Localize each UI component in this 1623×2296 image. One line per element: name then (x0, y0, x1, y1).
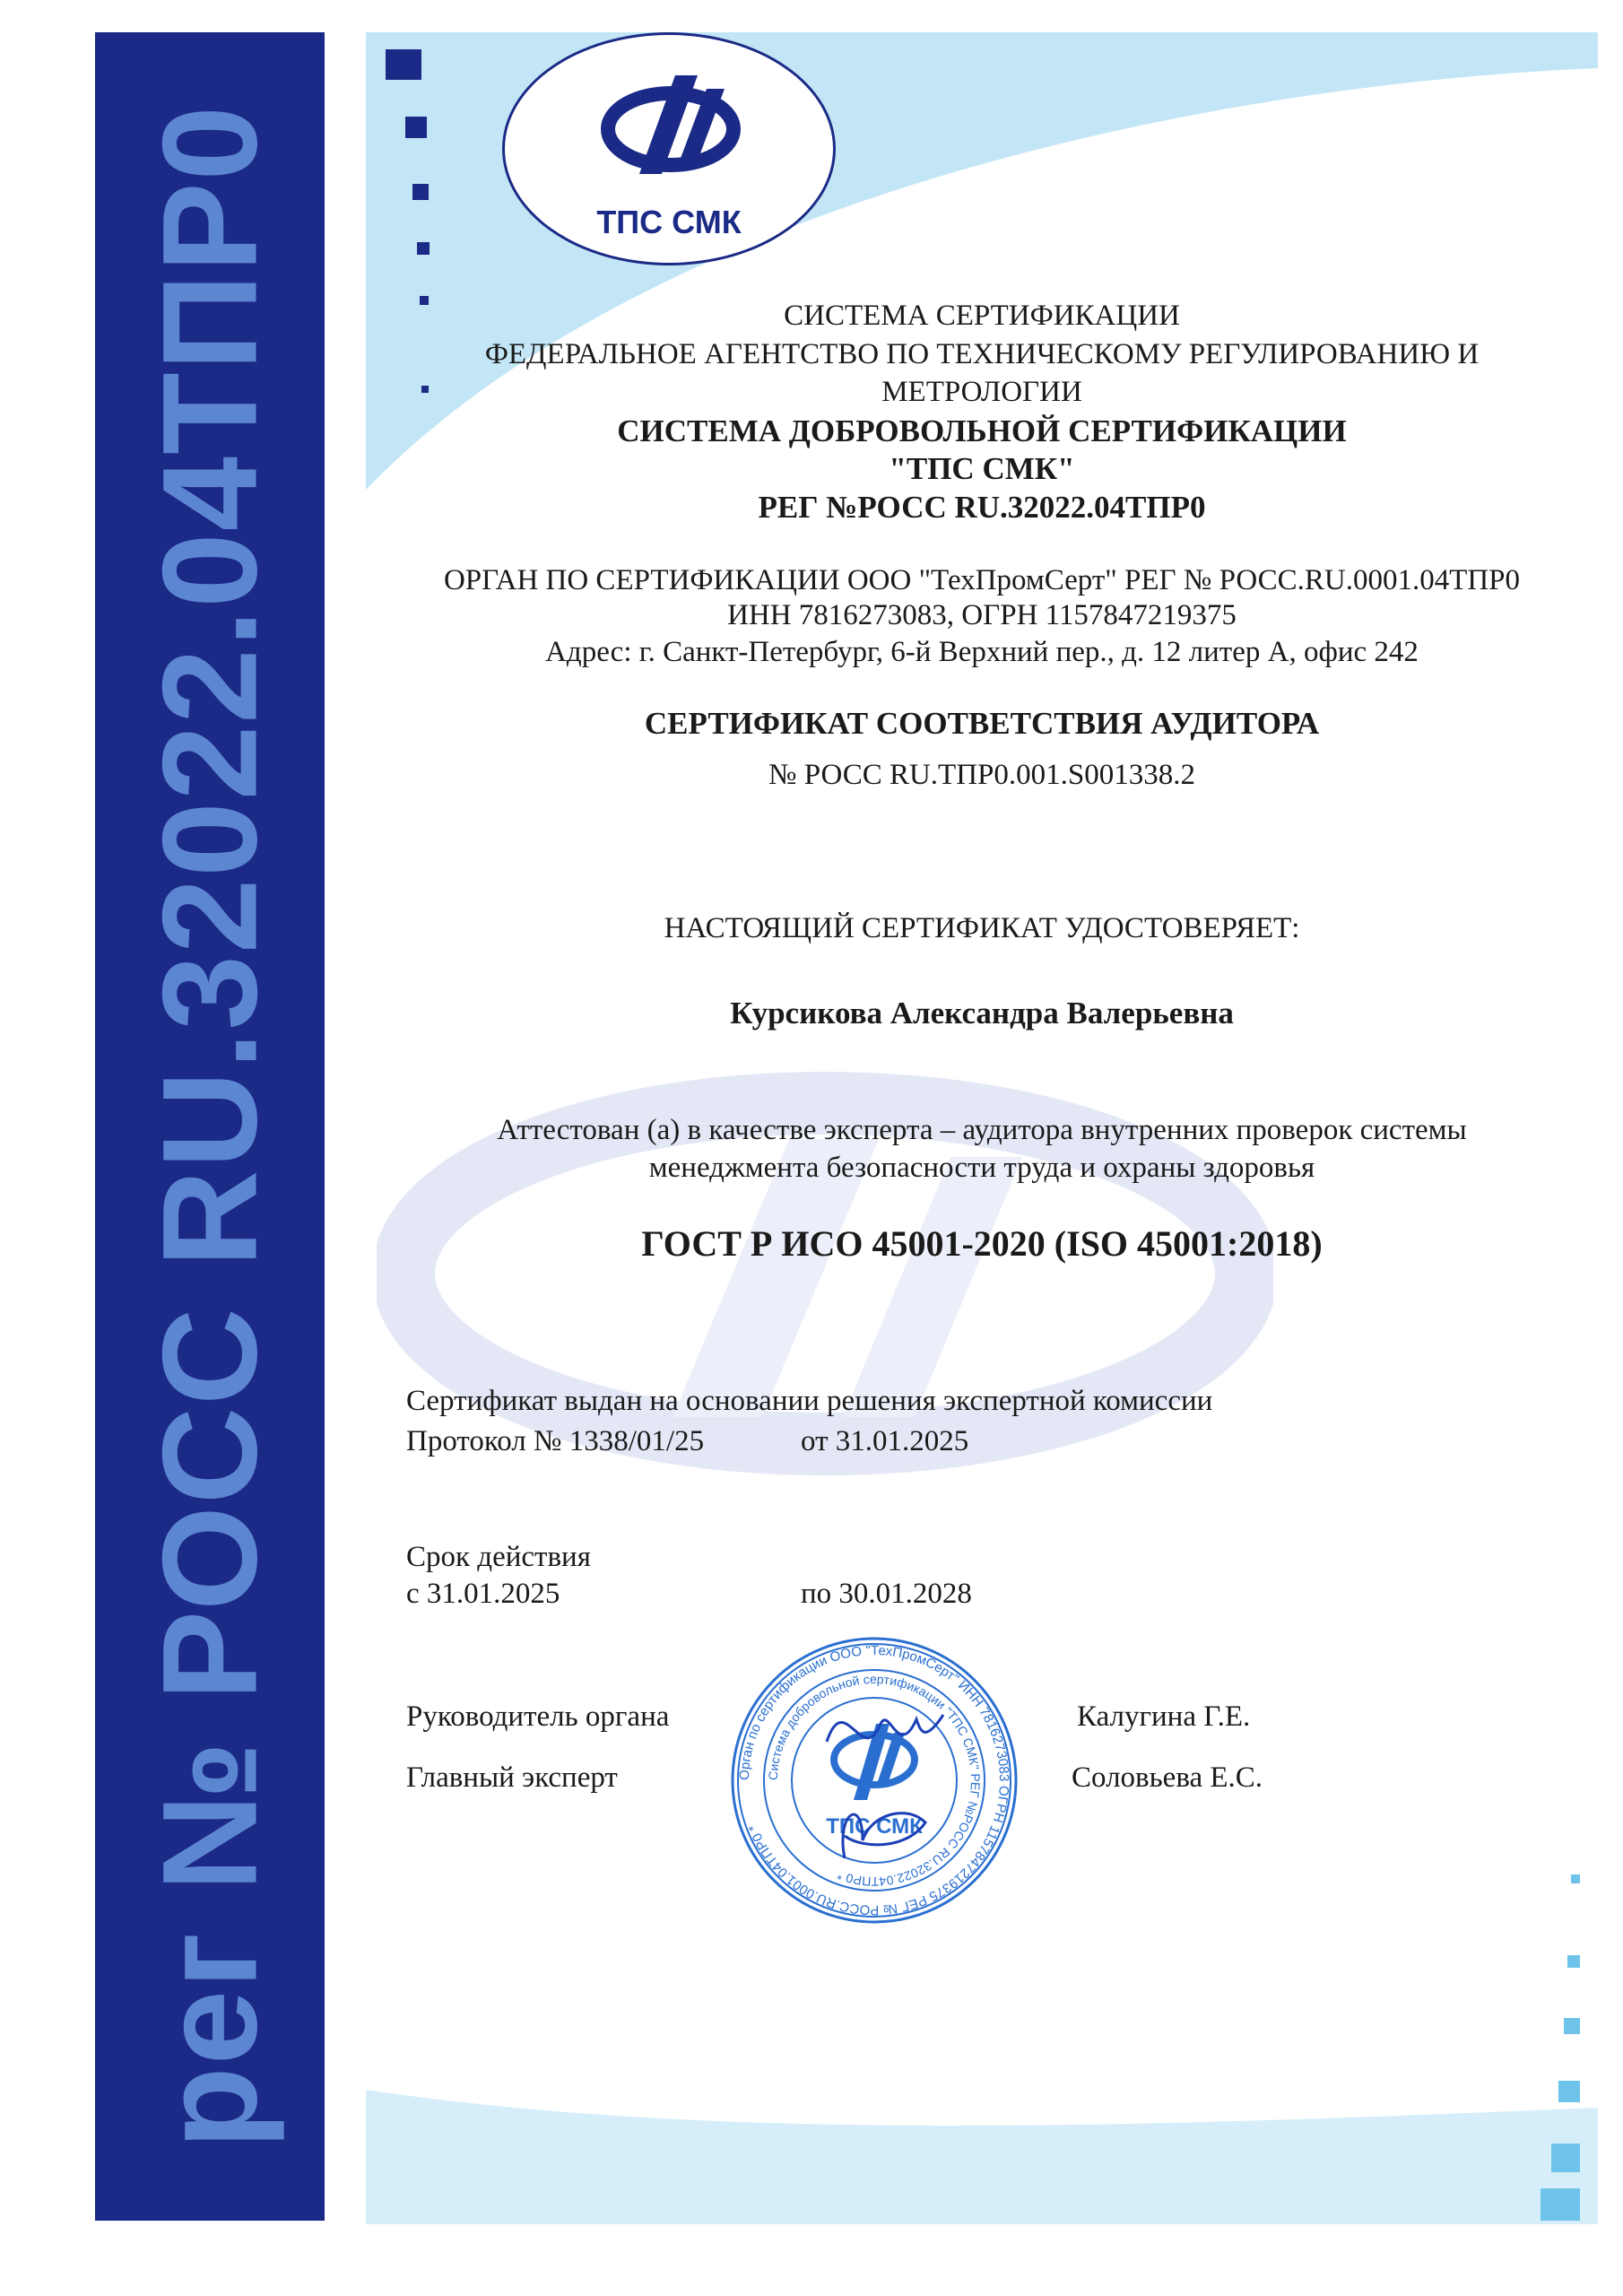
stamp-center-text: ТПС СМК (826, 1814, 923, 1839)
certificate-number: № РОСС RU.ТПР0.001.S001338.2 (768, 759, 1196, 791)
header-line-5: "ТПС СМК" (889, 451, 1075, 486)
stamp-outer-text: Орган по сертификации ООО "ТехПромСерт" ИНН 7816273083 ОГРН 1157847219375 РЕГ № РОСС.RU.0001.04ТПР0 * (736, 1642, 1012, 1918)
decor-square (1541, 2188, 1580, 2221)
validity-from: с 31.01.2025 (406, 1578, 560, 1610)
logo-text: ТПС СМК (596, 204, 742, 240)
decor-square (405, 117, 427, 138)
decor-square (1571, 1874, 1580, 1883)
decor-square (1551, 2144, 1580, 2172)
attestation-line-2: менеджмента безопасности труда и охраны здоровья (648, 1152, 1315, 1184)
expert-name: Соловьева Е.С. (1072, 1761, 1263, 1794)
header-line-2: ФЕДЕРАЛЬНОЕ АГЕНТСТВО ПО ТЕХНИЧЕСКОМУ РЕГУЛИРОВАНИЮ И (484, 338, 1480, 370)
certifies-text: НАСТОЯЩИЙ СЕРТИФИКАТ УДОСТОВЕРЯЕТ: (664, 912, 1300, 944)
logo-emblem-icon (590, 62, 751, 187)
side-registration-text: рег № РОСС RU.32022.04ТПР0 (134, 103, 285, 2150)
header-line-6: РЕГ №РОСС RU.32022.04ТПР0 (758, 490, 1206, 525)
validity-to: по 30.01.2028 (801, 1578, 972, 1610)
organ-address: Адрес: г. Санкт-Петербург, 6-й Верхний пер., д. 12 литер А, офис 242 (545, 636, 1419, 668)
organ-line-2: ИНН 7816273083, ОГРН 1157847219375 (727, 599, 1237, 631)
header-line-1: СИСТЕМА СЕРТИФИКАЦИИ (784, 300, 1180, 332)
validity-label: Срок действия (406, 1541, 591, 1573)
head-name: Калугина Г.Е. (1077, 1700, 1251, 1733)
attestation-line-1: Аттестован (а) в качестве эксперта – аудитора внутренних проверок системы (497, 1114, 1467, 1146)
tps-smk-logo (502, 32, 836, 265)
standard: ГОСТ Р ИСО 45001-2020 (ISO 45001:2018) (641, 1223, 1323, 1264)
svg-text:Система добровольной сертифика (766, 1672, 983, 1889)
protocol-number: Протокол № 1338/01/25 (406, 1425, 705, 1457)
side-registration-band (95, 32, 325, 2221)
basis-text: Сертификат выдан на основании решения экспертной комиссии (406, 1385, 1213, 1417)
decor-square (1564, 2018, 1580, 2034)
decor-square (412, 184, 429, 200)
expert-label: Главный эксперт (406, 1761, 618, 1794)
decor-square (417, 242, 430, 255)
official-stamp (728, 1634, 1020, 1926)
organ-line-1: ОРГАН ПО СЕРТИФИКАЦИИ ООО "ТехПромСерт" РЕГ № РОСС.RU.0001.04ТПР0 (443, 564, 1521, 596)
decor-square (1558, 2081, 1580, 2102)
certificate-title: СЕРТИФИКАТ СООТВЕТСТВИЯ АУДИТОРА (644, 706, 1320, 741)
protocol-date: от 31.01.2025 (801, 1425, 969, 1457)
decor-square (386, 49, 421, 80)
head-label: Руководитель органа (406, 1700, 670, 1733)
holder-name: Курсикова Александра Валерьевна (730, 996, 1234, 1031)
decor-square (1567, 1955, 1580, 1968)
stamp-inner-text: Система добровольной сертификации "ТПС СМК" РЕГ №РОСС RU.32022.04ТПР0 * (765, 1671, 984, 1890)
bottom-decor-background (366, 2090, 1598, 2224)
header-line-3: МЕТРОЛОГИИ (881, 376, 1082, 408)
header-line-4: СИСТЕМА ДОБРОВОЛЬНОЙ СЕРТИФИКАЦИИ (617, 413, 1347, 448)
